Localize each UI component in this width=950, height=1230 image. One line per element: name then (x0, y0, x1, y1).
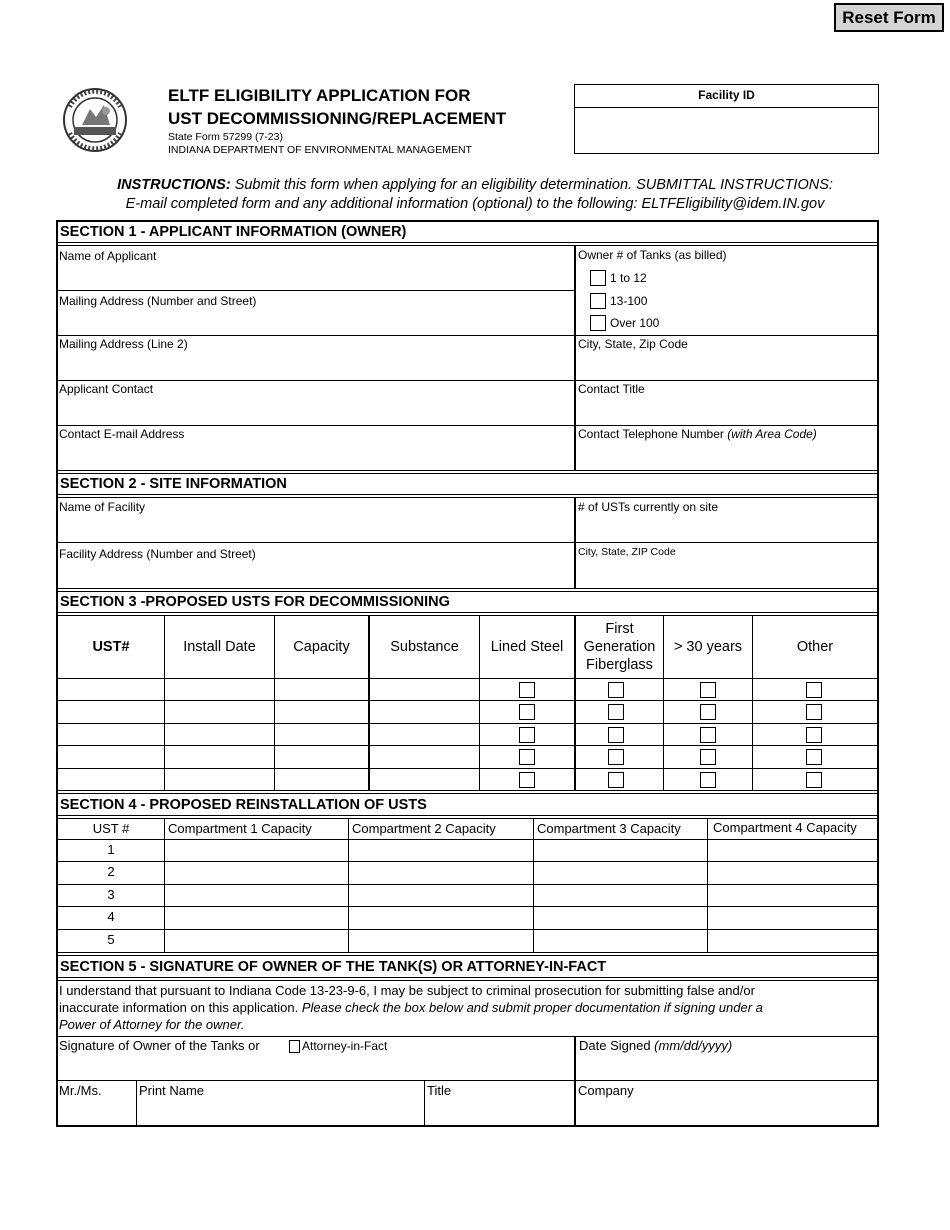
mailing-address-label: Mailing Address (Number and Street) (59, 294, 257, 308)
s3-row2-install-date-field[interactable] (165, 701, 274, 722)
col-fgf-line1: First (605, 621, 634, 637)
attorney-in-fact-checkbox[interactable] (289, 1040, 300, 1053)
s4-row5-compartment1-field[interactable] (165, 930, 348, 951)
s3-row3-lined-steel-checkbox[interactable] (519, 727, 535, 743)
mailing-address-2-field[interactable] (58, 352, 573, 379)
s4-row1-compartment4-field[interactable] (708, 840, 877, 861)
s3-row4-ust-field[interactable] (58, 746, 164, 767)
col-first-gen-fiberglass (576, 616, 663, 678)
col-other: Other (796, 639, 834, 655)
s4-row3-compartment1-field[interactable] (165, 885, 348, 906)
attorney-in-fact-label: Attorney-in-Fact (302, 1039, 388, 1053)
contact-phone-italic: (with Area Code) (727, 427, 817, 441)
signature-label: Signature of Owner of the Tanks or (59, 1038, 260, 1053)
s4-row2-compartment3-field[interactable] (534, 862, 707, 883)
company-label: Company (578, 1083, 634, 1098)
city-state-zip-label: City, State, Zip Code (578, 337, 688, 351)
section3-title: SECTION 3 -PROPOSED USTS FOR DECOMMISSIONING (60, 594, 450, 610)
section4-title: SECTION 4 - PROPOSED REINSTALLATION OF USTS (60, 797, 427, 813)
form-number: State Form 57299 (7-23) (168, 131, 283, 143)
signature-field[interactable] (58, 1055, 573, 1079)
contact-title-field[interactable] (577, 397, 876, 424)
s3-row2-first-gen-fiberglass-checkbox[interactable] (608, 704, 624, 720)
statement-line2-plain: inaccurate information on this application. (59, 1000, 302, 1015)
s4-row4-compartment4-field[interactable] (708, 907, 877, 928)
facility-id-field[interactable] (575, 108, 878, 152)
instructions-rest: Submit this form when applying for an eligibility determination. SUBMITTAL INSTRUCTIONS: (230, 177, 833, 193)
col-ust-number: UST# (92, 639, 130, 655)
mailing-address-field[interactable] (58, 308, 573, 334)
s3-row4-first-gen-fiberglass-checkbox[interactable] (608, 749, 624, 765)
s4-row2-ust-label: 2 (107, 864, 115, 879)
s3-row3-other-checkbox[interactable] (806, 727, 822, 743)
s3-row2-capacity-field[interactable] (275, 701, 368, 722)
s3-row1-other-checkbox[interactable] (806, 682, 822, 698)
instructions-line1 (60, 177, 890, 193)
s3-row2-other-checkbox[interactable] (806, 704, 822, 720)
s3-row3-first-gen-fiberglass-checkbox[interactable] (608, 727, 624, 743)
company-field[interactable] (577, 1099, 876, 1124)
indiana-state-seal (60, 87, 130, 153)
s3-row2-substance-field[interactable] (370, 701, 479, 722)
col-substance: Substance (390, 639, 459, 655)
s3-row5-substance-field[interactable] (370, 769, 479, 790)
facility-id-box (574, 84, 879, 154)
col-install-date: Install Date (183, 639, 256, 655)
s3-row4-other-checkbox[interactable] (806, 749, 822, 765)
facility-address-field[interactable] (58, 561, 573, 587)
s4-row5-compartment3-field[interactable] (534, 930, 707, 951)
tanks-13-100-label: 13-100 (610, 294, 648, 308)
s4-row1-compartment3-field[interactable] (534, 840, 707, 861)
col-over-30-years: > 30 years (673, 639, 743, 655)
city-state-zip-field[interactable] (577, 352, 876, 379)
section2-title: SECTION 2 - SITE INFORMATION (60, 476, 287, 492)
s4-row5-compartment4-field[interactable] (708, 930, 877, 951)
tanks-1-to-12-checkbox[interactable] (590, 270, 606, 286)
statement-line1: I understand that pursuant to Indiana Code 13-23-9-6, I may be subject to criminal prosecution for submitting false and/or (59, 983, 755, 998)
s4-row1-compartment2-field[interactable] (349, 840, 533, 861)
tanks-over-100-checkbox[interactable] (590, 315, 606, 331)
s3-row4-over-30-years-checkbox[interactable] (700, 749, 716, 765)
col-fgf-line2: Generation (583, 639, 656, 655)
s4-row3-compartment2-field[interactable] (349, 885, 533, 906)
mr-ms-label: Mr./Ms. (59, 1083, 102, 1098)
s4-col-comp3: Compartment 3 Capacity (537, 821, 681, 836)
s4-col-comp1: Compartment 1 Capacity (168, 821, 312, 836)
s3-row3-install-date-field[interactable] (165, 724, 274, 745)
statement-line2 (59, 1000, 763, 1015)
contact-email-field[interactable] (58, 442, 573, 469)
agency-name: INDIANA DEPARTMENT OF ENVIRONMENTAL MANAGEMENT (168, 144, 472, 156)
s3-row5-install-date-field[interactable] (165, 769, 274, 790)
statement-line3: Power of Attorney for the owner. (59, 1017, 245, 1032)
facility-address-label: Facility Address (Number and Street) (59, 547, 256, 561)
owner-tanks-label: Owner # of Tanks (as billed) (578, 248, 727, 262)
statement-line2-italic: Please check the box below and submit proper documentation if signing under a (301, 1000, 763, 1015)
s3-row3-ust-field[interactable] (58, 724, 164, 745)
name-of-applicant-label: Name of Applicant (59, 249, 157, 263)
date-signed-text: Date Signed (579, 1038, 655, 1053)
contact-phone-label (578, 427, 817, 441)
s3-row5-first-gen-fiberglass-checkbox[interactable] (608, 772, 624, 788)
form-title-line2: UST DECOMMISSIONING/REPLACEMENT (168, 109, 507, 128)
s4-row4-compartment2-field[interactable] (349, 907, 533, 928)
date-signed-field[interactable] (577, 1055, 876, 1079)
s3-row2-ust-field[interactable] (58, 701, 164, 722)
s3-row1-ust-field[interactable] (58, 679, 164, 700)
s4-row5-compartment2-field[interactable] (349, 930, 533, 951)
col-fgf-line3: Fiberglass (586, 657, 653, 673)
s4-row5-ust-label: 5 (107, 932, 115, 947)
s4-row3-compartment3-field[interactable] (534, 885, 707, 906)
tanks-13-100-checkbox[interactable] (590, 293, 606, 309)
print-name-field[interactable] (138, 1099, 423, 1124)
s4-col-comp4: Compartment 4 Capacity (713, 820, 857, 835)
s4-row1-compartment1-field[interactable] (165, 840, 348, 861)
col-capacity: Capacity (293, 639, 350, 655)
s4-row2-compartment4-field[interactable] (708, 862, 877, 883)
s3-row4-substance-field[interactable] (370, 746, 479, 767)
contact-phone-text: Contact Telephone Number (578, 427, 728, 441)
s3-row5-capacity-field[interactable] (275, 769, 368, 790)
name-of-facility-label: Name of Facility (59, 500, 146, 514)
s3-row4-install-date-field[interactable] (165, 746, 274, 767)
instructions-line2: E-mail completed form and any additional information (optional) to the following: ELTFEligibility@idem.IN.gov (125, 196, 825, 212)
facility-city-state-zip-label: City, State, ZIP Code (578, 546, 676, 558)
title-field[interactable] (426, 1099, 573, 1124)
s3-row3-substance-field[interactable] (370, 724, 479, 745)
date-format: (mm/dd/yyyy) (654, 1038, 733, 1053)
s3-row5-ust-field[interactable] (58, 769, 164, 790)
s4-col-ust: UST # (92, 821, 130, 836)
usts-on-site-label: # of USTs currently on site (578, 500, 719, 514)
s3-row1-first-gen-fiberglass-checkbox[interactable] (608, 682, 624, 698)
name-of-applicant-field[interactable] (58, 262, 573, 289)
s3-row5-lined-steel-checkbox[interactable] (519, 772, 535, 788)
usts-on-site-field[interactable] (577, 514, 876, 541)
s3-row2-lined-steel-checkbox[interactable] (519, 704, 535, 720)
s4-row4-compartment1-field[interactable] (165, 907, 348, 928)
contact-email-label: Contact E-mail Address (59, 427, 185, 441)
reset-form-button[interactable]: Reset Form (834, 3, 944, 32)
s3-row5-over-30-years-checkbox[interactable] (700, 772, 716, 788)
date-signed-label (579, 1038, 732, 1053)
tanks-over-100-label: Over 100 (610, 316, 660, 330)
s4-row3-compartment4-field[interactable] (708, 885, 877, 906)
applicant-contact-field[interactable] (58, 397, 573, 424)
s4-row4-ust-label: 4 (107, 909, 115, 924)
s3-row2-over-30-years-checkbox[interactable] (700, 704, 716, 720)
form-title-line1: ELTF ELIGIBILITY APPLICATION FOR (168, 86, 471, 105)
s4-row3-ust-label: 3 (107, 887, 115, 902)
s3-row3-capacity-field[interactable] (275, 724, 368, 745)
mailing-address-2-label: Mailing Address (Line 2) (59, 337, 188, 351)
s3-row1-lined-steel-checkbox[interactable] (519, 682, 535, 698)
instructions-bold: INSTRUCTIONS: (117, 177, 231, 193)
section1-title: SECTION 1 - APPLICANT INFORMATION (OWNER) (60, 224, 407, 240)
s4-row4-compartment3-field[interactable] (534, 907, 707, 928)
s3-row4-lined-steel-checkbox[interactable] (519, 749, 535, 765)
s3-row1-capacity-field[interactable] (275, 679, 368, 700)
s4-col-comp2: Compartment 2 Capacity (352, 821, 496, 836)
contact-title-label: Contact Title (578, 382, 645, 396)
facility-id-label: Facility ID (575, 85, 878, 108)
s3-row1-install-date-field[interactable] (165, 679, 274, 700)
contact-phone-field[interactable] (577, 442, 876, 469)
s4-row2-compartment2-field[interactable] (349, 862, 533, 883)
s3-row5-other-checkbox[interactable] (806, 772, 822, 788)
s3-row1-over-30-years-checkbox[interactable] (700, 682, 716, 698)
mr-ms-field[interactable] (58, 1099, 135, 1124)
facility-city-state-zip-field[interactable] (577, 561, 876, 587)
col-lined-steel: Lined Steel (490, 639, 564, 655)
section5-title: SECTION 5 - SIGNATURE OF OWNER OF THE TANK(S) OR ATTORNEY-IN-FACT (60, 959, 607, 975)
applicant-contact-label: Applicant Contact (59, 382, 154, 396)
s3-row1-substance-field[interactable] (370, 679, 479, 700)
title-label: Title (427, 1083, 452, 1098)
s3-row3-over-30-years-checkbox[interactable] (700, 727, 716, 743)
s4-row1-ust-label: 1 (107, 842, 115, 857)
s3-row4-capacity-field[interactable] (275, 746, 368, 767)
s4-row2-compartment1-field[interactable] (165, 862, 348, 883)
tanks-1-to-12-label: 1 to 12 (610, 271, 647, 285)
name-of-facility-field[interactable] (58, 514, 573, 541)
print-name-label: Print Name (139, 1083, 205, 1098)
